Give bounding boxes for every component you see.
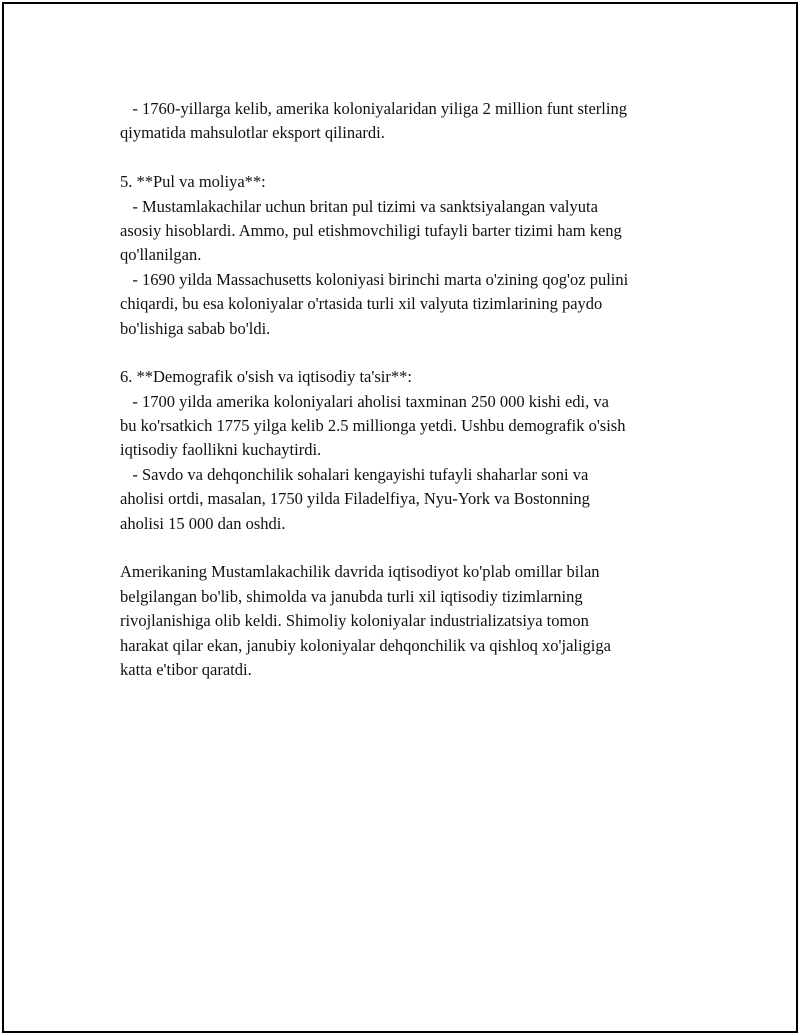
text-line: harakat qilar ekan, janubiy koloniyalar dehqonchilik va qishloq xo'jaligiga — [120, 635, 611, 655]
text-line: asosiy hisoblardi. Ammo, pul etishmovchiligi tufayli barter tizimi ham keng — [120, 220, 622, 240]
text-line: belgilangan bo'lib, shimolda va janubda turli xil iqtisodiy tizimlarning — [120, 586, 583, 606]
text-line: bo'lishiga sabab bo'ldi. — [120, 318, 271, 338]
text-line: katta e'tibor qaratdi. — [120, 659, 252, 679]
text-line: - 1700 yilda amerika koloniyalari aholisi taxminan 250 000 kishi edi, va — [120, 391, 609, 411]
section-demografik-osish — [120, 365, 700, 536]
document-body — [120, 97, 700, 682]
intro-paragraph — [120, 97, 700, 146]
text-line: - Savdo va dehqonchilik sohalari kengayishi tufayli shaharlar soni va — [120, 464, 589, 484]
text-line: rivojlanishiga olib keldi. Shimoliy koloniyalar industrializatsiya tomon — [120, 611, 589, 631]
text-line: iqtisodiy faollikni kuchaytirdi. — [120, 440, 322, 460]
document-page — [2, 2, 798, 1033]
text-line: aholisi ortdi, masalan, 1750 yilda Filadelfiya, Nyu-York va Bostonning — [120, 489, 590, 509]
text-line: chiqardi, bu esa koloniyalar o'rtasida turli xil valyuta tizimlarining paydo — [120, 294, 603, 314]
paragraph-gap — [120, 536, 700, 560]
text-line: - Mustamlakachilar uchun britan pul tizimi va sanktsiyalangan valyuta — [120, 196, 598, 216]
text-line: - 1690 yilda Massachusetts koloniyasi birinchi marta o'zining qog'oz pulini — [120, 269, 629, 289]
paragraph-gap — [120, 146, 700, 170]
text-line: Amerikaning Mustamlakachilik davrida iqtisodiyot ko'plab omillar bilan — [120, 562, 600, 582]
paragraph-gap — [120, 341, 700, 365]
text-line: qo'llanilgan. — [120, 245, 202, 265]
conclusion-paragraph — [120, 560, 700, 682]
text-line: qiymatida mahsulotlar eksport qilinardi. — [120, 123, 385, 143]
section-pul-va-moliya — [120, 170, 700, 341]
section-heading: 5. **Pul va moliya**: — [120, 172, 266, 192]
text-line: - 1760-yillarga kelib, amerika koloniyalaridan yiliga 2 million funt sterling — [120, 99, 627, 118]
text-line: aholisi 15 000 dan oshdi. — [120, 513, 286, 533]
text-line: bu ko'rsatkich 1775 yilga kelib 2.5 millionga yetdi. Ushbu demografik o'sish — [120, 416, 626, 436]
section-heading: 6. **Demografik o'sish va iqtisodiy ta'sir**: — [120, 367, 412, 387]
